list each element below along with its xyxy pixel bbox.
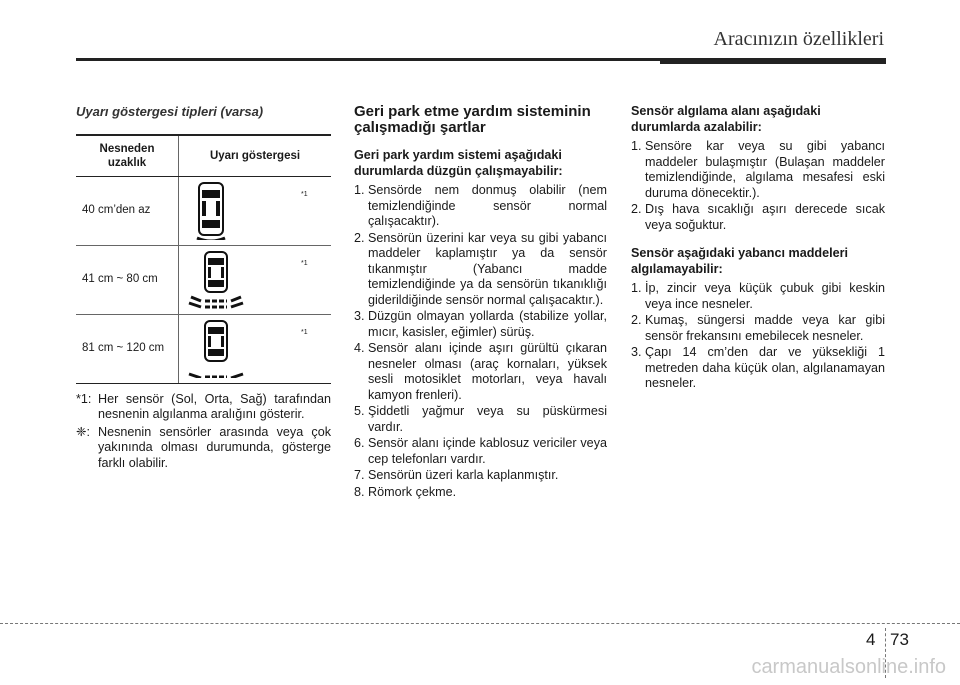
list-item-number: 8. (354, 484, 365, 499)
list-item (354, 309, 607, 340)
table-header-indicator: Uyarı göstergesi (179, 135, 332, 177)
table-header-distance: Nesneden uzaklık (76, 135, 179, 177)
list-item (354, 231, 607, 309)
list-item (631, 313, 885, 344)
footnote-2-mark: ❈: (76, 424, 91, 439)
undetected-objects-list (631, 281, 885, 392)
undetected-objects-heading: Sensör aşağıdaki yabancı maddeleri algılamayabilir: (631, 246, 848, 276)
list-item (354, 436, 607, 467)
list-item-text: Sensör alanı içinde aşırı gürültü çıkaran nesneler olması (araç kornaları, yüksek sesli motosiklet motorları, veya havalı kamyon frenleri). (368, 341, 607, 402)
list-item-text: Düzgün olmayan yollarda (stabilize yollar, mıcır, kasisler, eğimler) sürüş. (368, 309, 607, 339)
list-item-text: Sensörün üzeri karla kaplanmıştır. (368, 468, 559, 482)
list-item-number: 6. (354, 436, 365, 450)
left-column (76, 104, 331, 471)
indicator-cell (179, 245, 332, 314)
section-title: Geri park etme yardım sisteminin çalışmadığı şartlar (354, 103, 591, 136)
chapter-number: 4 (866, 630, 876, 649)
list-item (631, 281, 885, 312)
header-rule-accent (660, 58, 886, 64)
list-item-number: 1. (631, 281, 642, 295)
list-item-number: 4. (354, 341, 365, 355)
list-item-text: Sensör alanı içinde kablosuz vericiler veya cep telefonları vardır. (368, 436, 607, 466)
conditions-list (354, 183, 607, 500)
distance-cell: 40 cm’den az (76, 176, 179, 245)
page-number: 73 (890, 630, 909, 649)
distance-cell: 81 cm ~ 120 cm (76, 314, 179, 383)
list-item-number: 3. (354, 309, 365, 323)
watermark: carmanualsonline.info (751, 656, 946, 678)
table-row (76, 314, 331, 383)
table-row (76, 245, 331, 314)
indicator-cell (179, 314, 332, 383)
list-item-text: Kumaş, süngersi madde veya kar gibi sensör frekansını emebilecek nesneler. (645, 313, 885, 343)
footnote-1-text: Her sensör (Sol, Orta, Sağ) tarafından nesnenin algılanma aralığını gösterir. (98, 391, 331, 421)
list-item-number: 1. (631, 139, 642, 153)
reduced-range-heading: Sensör algılama alanı aşağıdaki durumlarda azalabilir: (631, 104, 821, 134)
indicator-cell (179, 176, 332, 245)
warning-types-subtitle: Uyarı göstergesi tipleri (varsa) (76, 104, 264, 119)
list-item-number: 5. (354, 404, 365, 418)
car-sensor-icon (187, 249, 267, 309)
list-item (354, 485, 607, 501)
footnote-marker: *1 (301, 259, 308, 267)
right-column (631, 104, 885, 393)
page-header-title: Aracınızın özellikleri (713, 28, 884, 50)
middle-column (354, 104, 607, 501)
list-item-number: 7. (354, 468, 365, 482)
list-item (631, 139, 885, 201)
warning-indicator-table (76, 134, 331, 384)
list-item-text: Sensöre kar veya su gibi yabancı maddeler bulaşmıştır (Bulaşan maddeler temizlendiğinde, algılama mesafesi eski duruma dönecektir.). (645, 139, 885, 200)
car-sensor-icon (187, 180, 267, 240)
footnote-marker: *1 (301, 190, 308, 198)
table-header-row (76, 135, 331, 177)
list-item (631, 202, 885, 233)
reduced-range-list (631, 139, 885, 233)
list-item (354, 404, 607, 435)
footnote-2-text: Nesnenin sensörler arasında veya çok yakınında olması durumunda, gösterge farklı olabilir. (98, 424, 331, 470)
list-item (354, 341, 607, 403)
footnote-1 (76, 392, 331, 423)
list-item-text: Römork çekme. (368, 484, 457, 499)
list-item-number: 2. (631, 313, 642, 327)
list-item-text: Şiddetli yağmur veya su püskürmesi vardır. (368, 404, 607, 434)
list-item-text: Sensörün üzerini kar veya su gibi yabancı maddeler kaplamıştır ya da sensör tıkanmıştır (Yabancı madde temizlendiğinde ya da sensörün tıkanıklığı giderildiğinde sensör normal çalışacaktır.). (368, 230, 607, 307)
list-item-text: Çapı 14 cm’den dar ve yüksekliği 1 metreden daha küçük olan, algılanamayan nesneler. (645, 345, 885, 390)
list-item-text: İp, zincir veya küçük çubuk gibi keskin veya ince nesneler. (645, 281, 885, 311)
list-item-text: Dış hava sıcaklığı aşırı derecede sıcak veya soğuktur. (645, 202, 885, 232)
footnote-1-mark: *1: (76, 391, 92, 406)
list-item-number: 2. (354, 230, 365, 245)
list-item-number: 2. (631, 202, 642, 216)
list-item-number: 3. (631, 345, 642, 359)
list-item (631, 345, 885, 392)
car-sensor-icon (187, 318, 267, 378)
list-item (354, 183, 607, 230)
table-row (76, 176, 331, 245)
list-item-number: 1. (354, 183, 365, 197)
conditions-intro: Geri park yardım sistemi aşağıdaki durumlarda düzgün çalışmayabilir: (354, 148, 563, 178)
distance-cell: 41 cm ~ 80 cm (76, 245, 179, 314)
footnote-2 (76, 425, 331, 472)
footnote-marker: *1 (301, 328, 308, 336)
list-item (354, 468, 607, 484)
footer-rule (0, 623, 960, 624)
list-item-text: Sensörde nem donmuş olabilir (nem temizlendiğinde sensör normal çalışacaktır). (368, 183, 607, 228)
